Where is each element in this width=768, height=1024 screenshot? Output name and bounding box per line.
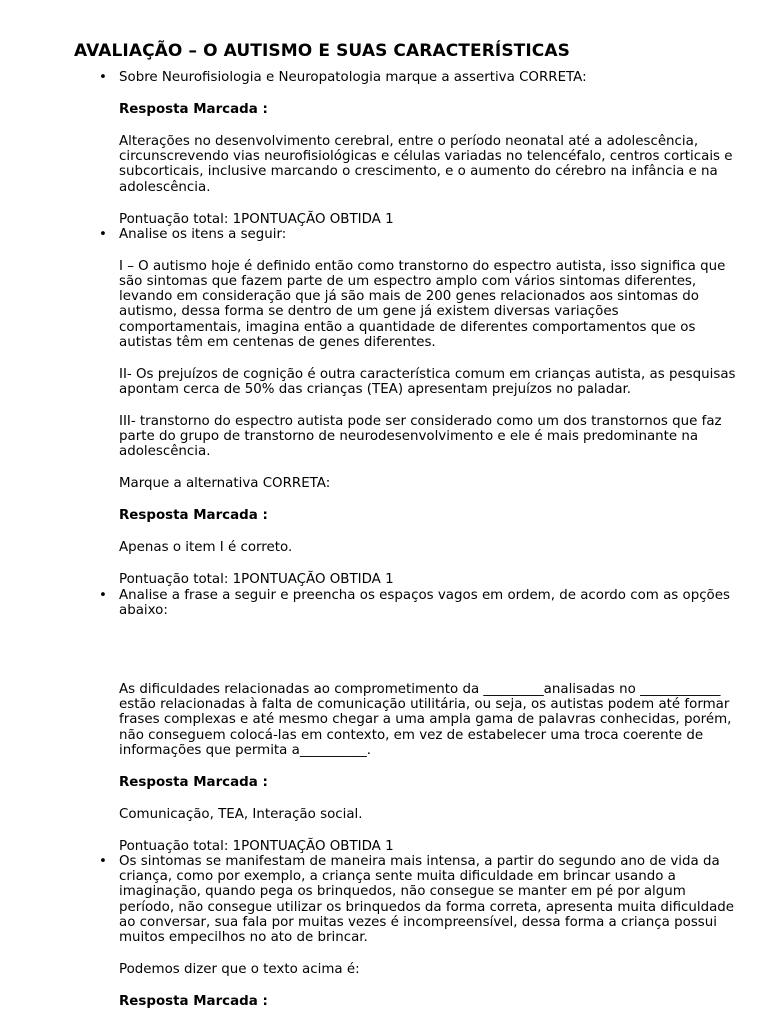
question-3-answer: Comunicação, TEA, Interação social. [119,806,363,822]
question-3-passage: As dificuldades relacionadas ao comprometimento da _________analisadas no ____________ estão relacionadas à falta de comunicação utilitária, ou seja, os autistas podem até formar frases complexas e até mesmo chegar a uma ampla gama de palavras conhecidas, porém, não conseguem colocá-las em contexto, em vez de estabelecer uma troca coerente de informações que permita a__________. [119,682,732,758]
bullet: • [99,854,107,870]
question-1-score: Pontuação total: 1PONTUAÇÃO OBTIDA 1 [119,211,394,227]
question-2-answer: Apenas o item I é correto. [119,540,293,556]
question-2-item-2: II- Os prejuízos de cognição é outra característica comum em crianças autista, as pesquisas apontam cerca de 50% das crianças (TEA) apresentam prejuízos no paladar. [119,366,736,398]
document-title: AVALIAÇÃO – O AUTISMO E SUAS CARACTERÍSTICAS [74,41,570,61]
question-3-response-label: Resposta Marcada : [119,774,268,790]
question-2-prompt: Analise os itens a seguir: [119,226,287,242]
question-2-instruction: Marque a alternativa CORRETA: [119,476,331,492]
question-2-item-1: I – O autismo hoje é definido então como transtorno do espectro autista, isso significa que são sintomas que fazem parte de um espectro amplo com vários sintomas diferentes, levando em consideração que já são mais de 200 genes relacionados aos sintomas do autismo, dessa forma se dentro de um gene já existem diversas variações comportamentais, imagina então a quantidade de diferentes comportamentos que os autistas têm em centenas de genes diferentes. [119,258,726,350]
question-4 [99,854,739,1010]
bullet: • [99,587,107,603]
question-3 [99,587,739,854]
question-1 [99,70,739,227]
question-2-response-label: Resposta Marcada : [119,508,268,524]
question-4-prompt: Os sintomas se manifestam de maneira mais intensa, a partir do segundo ano de vida da criança, como por exemplo, a criança sente muita dificuldade em brincar usando a imaginação, quando pega os brinquedos, não consegue se manter em pé por algum período, não consegue utilizar os brinquedos da forma correta, apresenta muita dificuldade ao conversar, sua fala por muitas vezes é incompreensível, dessa forma a criança possui muitos empecilhos no ato de brincar. [119,854,735,946]
question-3-score: Pontuação total: 1PONTUAÇÃO OBTIDA 1 [119,838,394,854]
question-1-prompt: Sobre Neurofisiologia e Neuropatologia marque a assertiva CORRETA: [119,70,587,85]
question-1-response-label: Resposta Marcada : [119,102,268,117]
question-2-score: Pontuação total: 1PONTUAÇÃO OBTIDA 1 [119,572,394,588]
bullet: • [99,70,107,85]
bullet: • [99,226,107,242]
question-3-prompt: Analise a frase a seguir e preencha os espaços vagos em ordem, de acordo com as opções abaixo: [119,587,730,618]
question-2 [99,226,739,588]
question-1-answer: Alterações no desenvolvimento cerebral, entre o período neonatal até a adolescência, circunscrevendo vias neurofisiológicas e células variadas no telencéfalo, centros corticais e subcorticais, inclusive marcando o crescimento, e o aumento do cérebro na infância e na adolescência. [119,134,733,195]
question-4-instruction: Podemos dizer que o texto acima é: [119,962,360,978]
document-body [99,70,739,1010]
question-2-item-3: III- transtorno do espectro autista pode ser considerado como um dos transtornos que faz parte do grupo de transtorno de neurodesenvolvimento e ele é mais predominante na adolescência. [119,414,722,460]
question-4-response-label: Resposta Marcada : [119,994,268,1010]
